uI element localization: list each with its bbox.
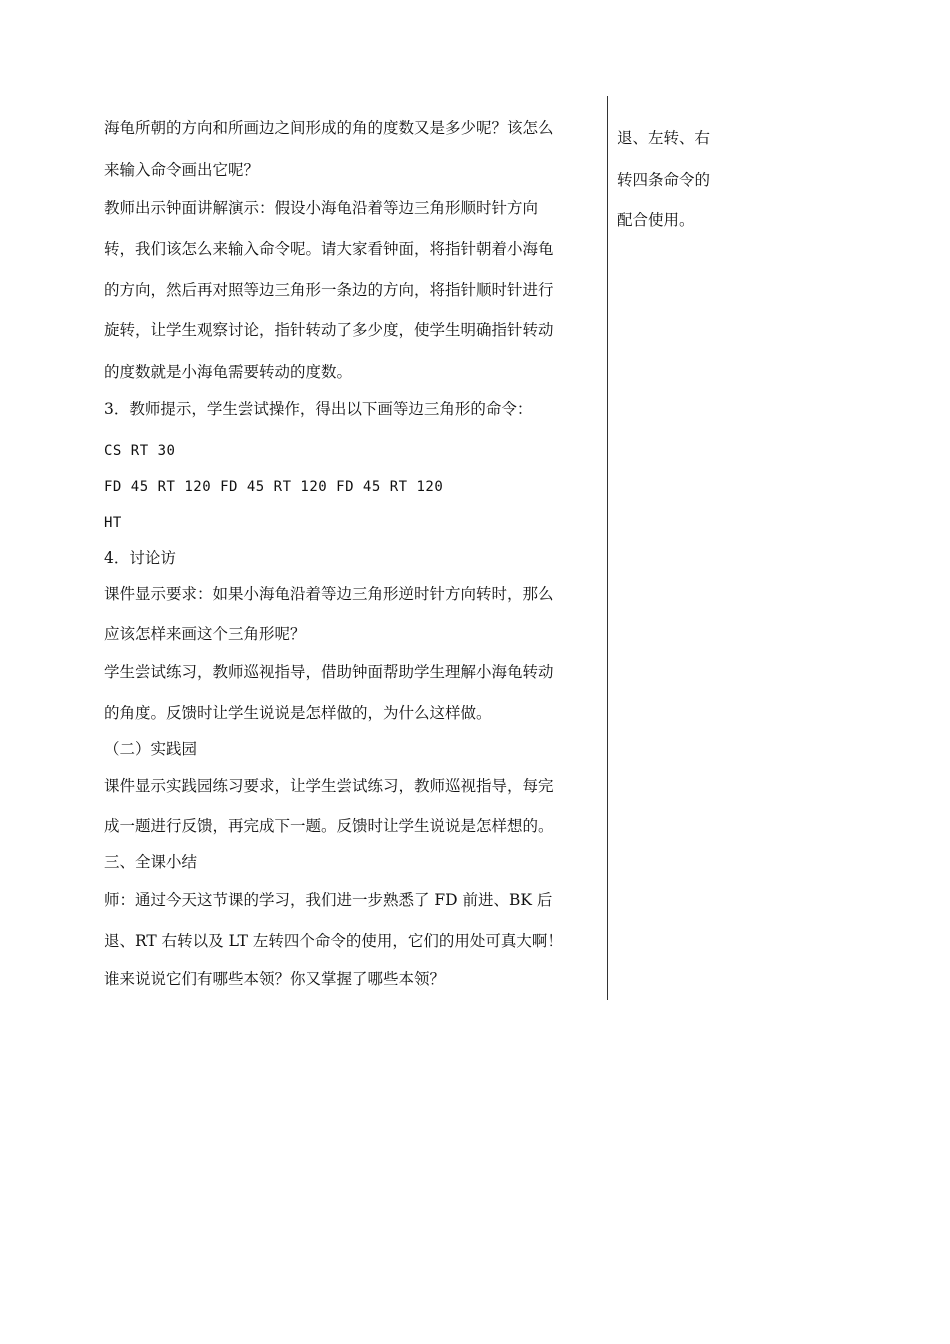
text-line: 成一题进行反馈，再完成下一题。反馈时让学生说说是怎样想的。 [104, 817, 554, 835]
text-line: 旋转，让学生观察讨论，指针转动了多少度，使学生明确指针转动 [104, 321, 554, 339]
text-line: 的方向，然后再对照等边三角形一条边的方向，将指针顺时针进行 [104, 281, 554, 299]
column-divider [607, 96, 608, 1000]
text-line: 学生尝试练习，教师巡视指导，借助钟面帮助学生理解小海龟转动 [104, 663, 554, 681]
section-heading: （二）实践园 [104, 740, 198, 758]
code-line: FD 45 RT 120 FD 45 RT 120 FD 45 RT 120 [104, 479, 444, 495]
text-line: 谁来说说它们有哪些本领？你又掌握了哪些本领？ [104, 970, 446, 988]
note-line: 退、左转、右 [617, 129, 711, 147]
text-line: 应该怎样来画这个三角形呢？ [104, 625, 306, 643]
code-line: CS RT 30 [104, 443, 176, 459]
section-heading: 4．讨论访 [104, 549, 176, 567]
text-line: 的角度。反馈时让学生说说是怎样做的，为什么这样做。 [104, 704, 492, 722]
text-line: 3．教师提示，学生尝试操作，得出以下画等边三角形的命令： [104, 400, 533, 418]
section-heading: 三、全课小结 [104, 853, 198, 871]
code-line: HT [104, 515, 122, 531]
text-line: 教师出示钟面讲解演示：假设小海龟沿着等边三角形顺时针方向 [104, 199, 539, 217]
text-line: 来输入命令画出它呢？ [104, 161, 260, 179]
text-line: 课件显示实践园练习要求，让学生尝试练习，教师巡视指导，每完 [104, 777, 554, 795]
note-line: 配合使用。 [617, 211, 695, 229]
text-line: 师：通过今天这节课的学习，我们进一步熟悉了 FD 前进、BK 后 [104, 891, 553, 909]
text-line: 海龟所朝的方向和所画边之间形成的角的度数又是多少呢？该怎么 [104, 119, 554, 137]
text-line: 的度数就是小海龟需要转动的度数。 [104, 363, 353, 381]
note-line: 转四条命令的 [617, 171, 711, 189]
text-line: 课件显示要求：如果小海龟沿着等边三角形逆时针方向转时，那么 [104, 585, 554, 603]
text-line: 退、RT 右转以及 LT 左转四个命令的使用，它们的用处可真大啊！ [104, 932, 563, 950]
text-line: 转，我们该怎么来输入命令呢。请大家看钟面，将指针朝着小海龟 [104, 240, 554, 258]
